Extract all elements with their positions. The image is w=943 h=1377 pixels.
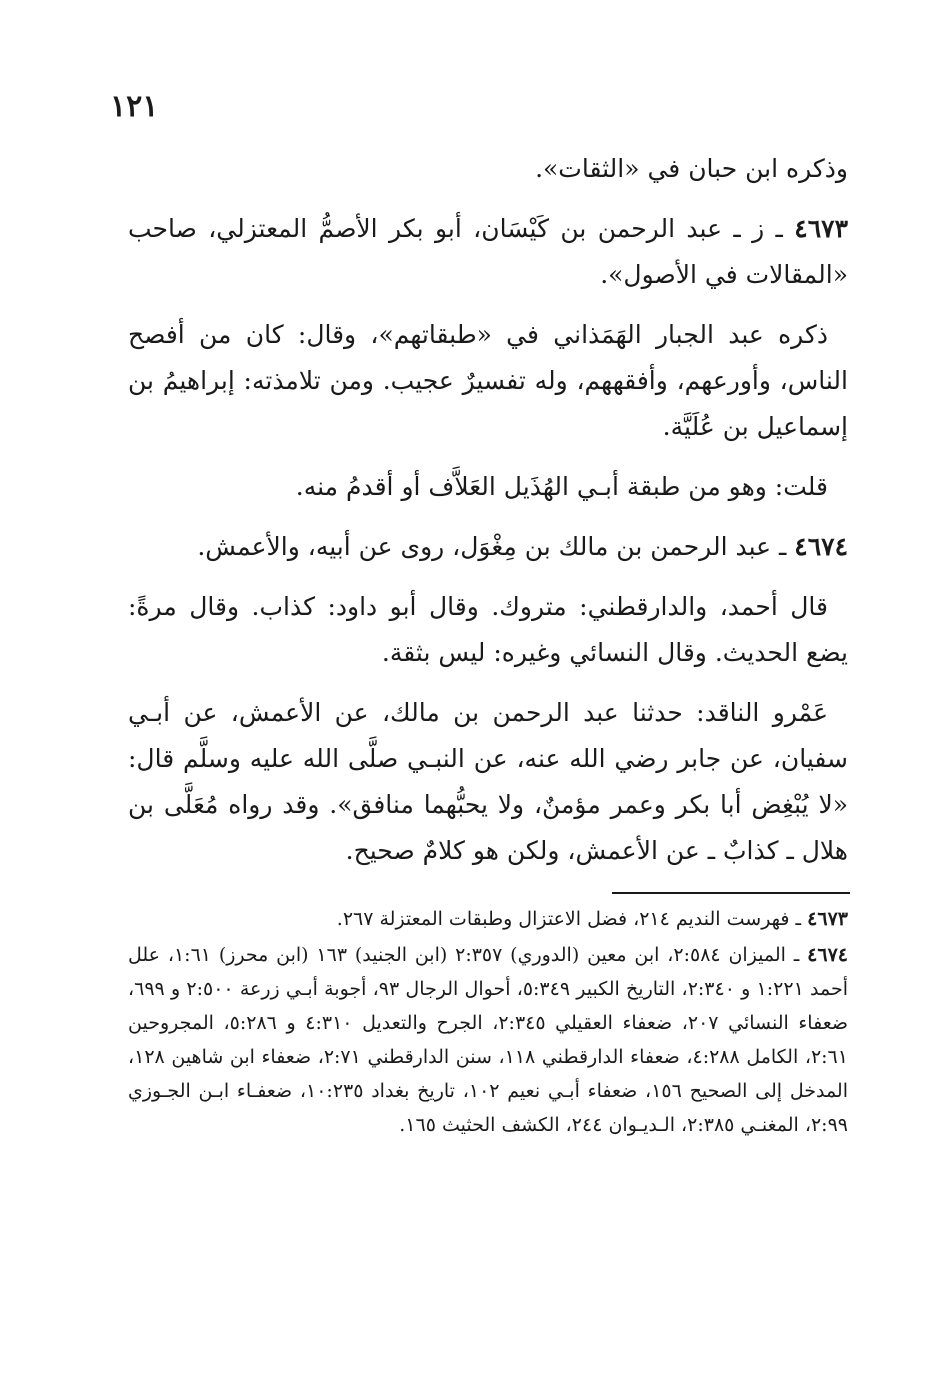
footnote-text: ـ الميزان ٢:٥٨٤، ابن معين (الدوري) ٢:٣٥٧ (ابن الجنيد) ١٦٣ (ابن محرز) ١:٦١، علل أحمد ١:٢٢١ و ٢:٣٤٠، التاريخ الكبير ٥:٣٤٩، أحوال الرجال ٩٣، أجوبة أبـي زرعة ٢:٥٠٠ و ٦٩٩، ضعفاء النسائي ٢٠٧، ضعفاء العقيلي ٢:٣٤٥، الجرح والتعديل ٤:٣١٠ و ٥:٢٨٦، المجروحين ٢:٦١، الكامل ٤:٢٨٨، ضعفاء الدارقطني ١١٨، سنن الدارقطني ٢:٧١، ضعفاء ابن شاهين ١٢٨، المدخل إلى الصحيح ١٥٦، ضعفاء أبـي نعيم ١٠٢، تاريخ بغداد ١٠:٢٣٥، ضعفـاء ابـن الجـوزي ٢:٩٩، المغنـي ٢:٣٨٥، الـديـوان ٢٤٤، الكشف الحثيث ١٦٥. [128, 944, 849, 1136]
paragraph-4: قلت: وهو من طبقة أبـي الهُذَيل العَلاَّف أو أقدمُ منه. [295, 472, 828, 501]
footnote-number: ٤٦٧٤ [807, 944, 848, 966]
footnote-text: ـ فهرست النديم ٢١٤، فضل الاعتزال وطبقات المعتزلة ٢٦٧. [336, 908, 808, 930]
paragraph-6: قال أحمد، والدارقطني: متروك. وقال أبو داود: كذاب. وقال مرةً: يضع الحديث. وقال النسائي وغيره: ليس بثقة. [128, 592, 848, 667]
main-text [128, 146, 848, 888]
entry-4673 [128, 206, 848, 298]
footnotes [128, 902, 848, 1144]
footnote-4674 [128, 938, 848, 1142]
footnote-divider [612, 892, 850, 894]
entry-text: ـ ز ـ عبد الرحمن بن كَيْسَان، أبو بكر الأصمُّ المعتزلي، صاحب «المقالات في الأصول». [128, 214, 848, 289]
entry-number: ٤٦٧٣ [794, 214, 848, 243]
entry-text: ـ عبد الرحمن بن مالك بن مِغْوَل، روى عن أبيه، والأعمش. [197, 532, 795, 561]
paragraph-7: عَمْرو الناقد: حدثنا عبد الرحمن بن مالك، عن الأعمش، عن أبـي سفيان، عن جابر رضي الله عنه، عن النبـي صلَّى الله عليه وسلَّم قال: «لا يُبْغِض أبا بكر وعمر مؤمنٌ، ولا يحبُّهما منافق». وقد رواه مُعَلَّى بن هلال ـ كذابٌ ـ عن الأعمش، ولكن هو كلامٌ صحيح. [128, 698, 848, 865]
paragraph-3: ذكره عبد الجبار الهَمَذاني في «طبقاتهم»، وقال: كان من أفصح الناس، وأورعهم، وأفقههم، وله تفسيرٌ عجيب. ومن تلامذته: إبراهيمُ بن إسماعيل بن عُلَيَّة. [128, 320, 848, 441]
footnote-4673 [128, 902, 848, 936]
entry-4674 [128, 524, 848, 570]
entry-number: ٤٦٧٤ [794, 532, 848, 561]
paragraph-1: وذكره ابن حبان في «الثقات». [535, 154, 848, 183]
footnote-number: ٤٦٧٣ [807, 908, 848, 930]
page-number: ١٢١ [110, 89, 159, 124]
